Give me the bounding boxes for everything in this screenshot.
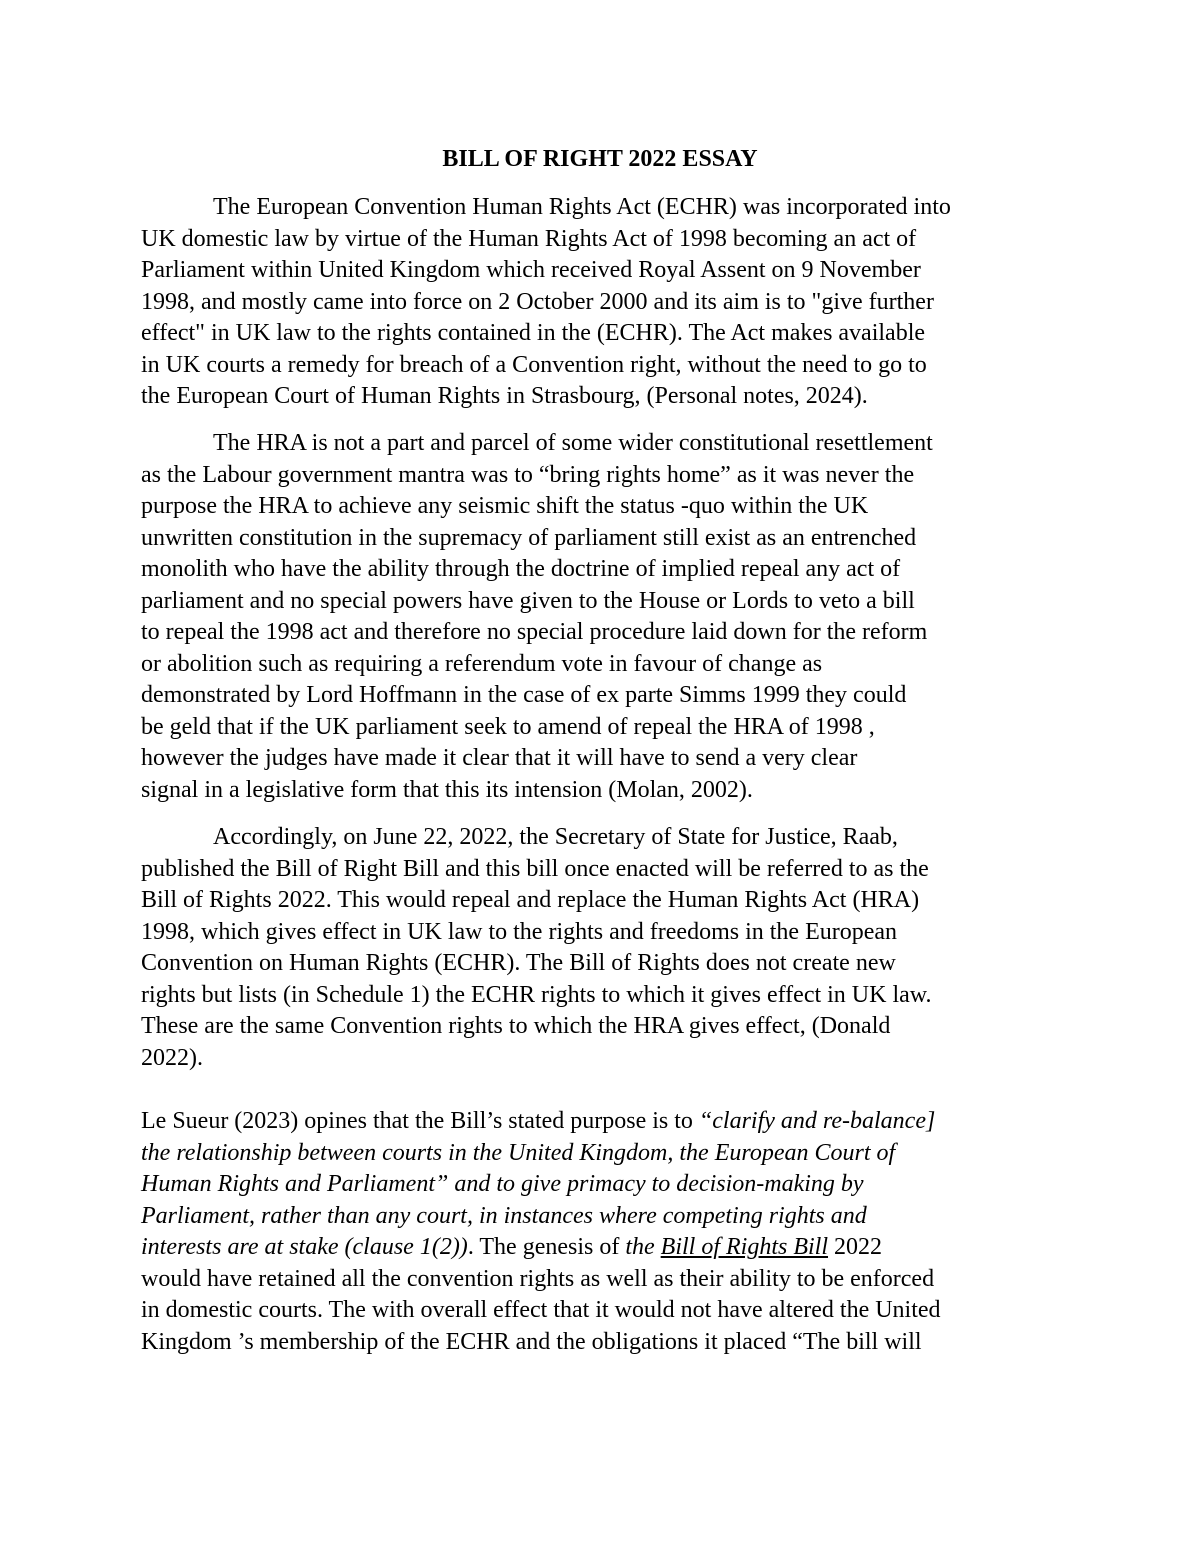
paragraph-line: [141, 1106, 1059, 1138]
paragraph-line: 1998, which gives effect in UK law to the rights and freedoms in the European: [141, 918, 898, 945]
paragraph-line: in UK courts a remedy for breach of a Convention right, without the need to go to: [141, 351, 927, 378]
paragraph-line: purpose the HRA to achieve any seismic shift the status -quo within the UK: [141, 493, 869, 519]
paragraph-line: or abolition such as requiring a referendum vote in favour of change as: [141, 650, 823, 677]
paragraph-line: parliament and no special powers have given to the House or Lords to veto a bill: [141, 587, 915, 614]
document-title: BILL OF RIGHT 2022 ESSAY: [442, 146, 758, 172]
quote-text: interests are at stake (clause 1(2)): [141, 1234, 468, 1260]
text-run: . The genesis of: [467, 1234, 626, 1260]
paragraph-3: [141, 822, 1059, 1074]
text-run-italic: the: [625, 1234, 661, 1260]
paragraph-line: effect" in UK law to the rights contained in the (ECHR). The Act makes available: [141, 320, 926, 346]
bill-title-underlined: Bill of Rights Bill: [660, 1234, 829, 1260]
paragraph-line: to repeal the 1998 act and therefore no special procedure laid down for the reform: [141, 619, 928, 645]
paragraph-4: [141, 1106, 1059, 1358]
paragraph-1: [141, 192, 1059, 413]
paragraph-line: [141, 1138, 1059, 1170]
text-run: Le Sueur (2023) opines that the Bill’s stated purpose is to: [141, 1108, 699, 1134]
paragraph-line: Bill of Rights 2022. This would repeal and replace the Human Rights Act (HRA): [141, 887, 920, 913]
quote-text: Parliament, rather than any court, in instances where competing rights and: [141, 1202, 867, 1229]
text-run: 2022: [828, 1234, 883, 1260]
quote-text: Human Rights and Parliament” and to give primacy to decision-making by: [141, 1171, 864, 1197]
paragraph-line: however the judges have made it clear that it will have to send a very clear: [141, 745, 858, 771]
paragraph-line: published the Bill of Right Bill and this bill once enacted will be referred to as the: [141, 855, 929, 882]
paragraph-line: [141, 1201, 1059, 1233]
paragraph-line: The European Convention Human Rights Act (ECHR) was incorporated into: [213, 194, 951, 220]
paragraph-line: Accordingly, on June 22, 2022, the Secretary of State for Justice, Raab,: [213, 824, 898, 850]
paragraph-line: be geld that if the UK parliament seek to amend of repeal the HRA of 1998 ,: [141, 713, 875, 740]
quote-text: “clarify and re-balance]: [698, 1108, 936, 1134]
paragraph-line: These are the same Convention rights to which the HRA gives effect, (Donald: [141, 1013, 891, 1039]
paragraph-line: [141, 1232, 1059, 1264]
paragraph-line: unwritten constitution in the supremacy of parliament still exist as an entrenched: [141, 524, 917, 551]
quote-text: the relationship between courts in the United Kingdom, the European Court of: [141, 1139, 896, 1166]
paragraph-line: Kingdom ’s membership of the ECHR and the obligations it placed “The bill will: [141, 1328, 922, 1355]
paragraph-line: [141, 1169, 1059, 1201]
paragraph-line: The HRA is not a part and parcel of some wider constitutional resettlement: [213, 430, 933, 456]
paragraph-line: 2022).: [141, 1044, 203, 1071]
paragraph-line: monolith who have the ability through the doctrine of implied repeal any act of: [141, 556, 901, 582]
paragraph-line: in domestic courts. The with overall effect that it would not have altered the United: [141, 1297, 941, 1323]
paragraph-line: signal in a legislative form that this its intension (Molan, 2002).: [141, 776, 753, 803]
paragraph-line: as the Labour government mantra was to “bring rights home” as it was never the: [141, 461, 915, 488]
paragraph-line: the European Court of Human Rights in Strasbourg, (Personal notes, 2024).: [141, 383, 868, 409]
paragraph-2: [141, 428, 1059, 806]
paragraph-line: Parliament within United Kingdom which received Royal Assent on 9 November: [141, 257, 921, 283]
paragraph-line: rights but lists (in Schedule 1) the ECHR rights to which it gives effect in UK law.: [141, 981, 932, 1008]
paragraph-line: would have retained all the convention rights as well as their ability to be enforced: [141, 1265, 935, 1292]
paragraph-line: 1998, and mostly came into force on 2 October 2000 and its aim is to "give further: [141, 288, 934, 315]
paragraph-line: Convention on Human Rights (ECHR). The Bill of Rights does not create new: [141, 950, 896, 976]
paragraph-line: UK domestic law by virtue of the Human Rights Act of 1998 becoming an act of: [141, 225, 917, 252]
paragraph-line: demonstrated by Lord Hoffmann in the case of ex parte Simms 1999 they could: [141, 682, 907, 708]
